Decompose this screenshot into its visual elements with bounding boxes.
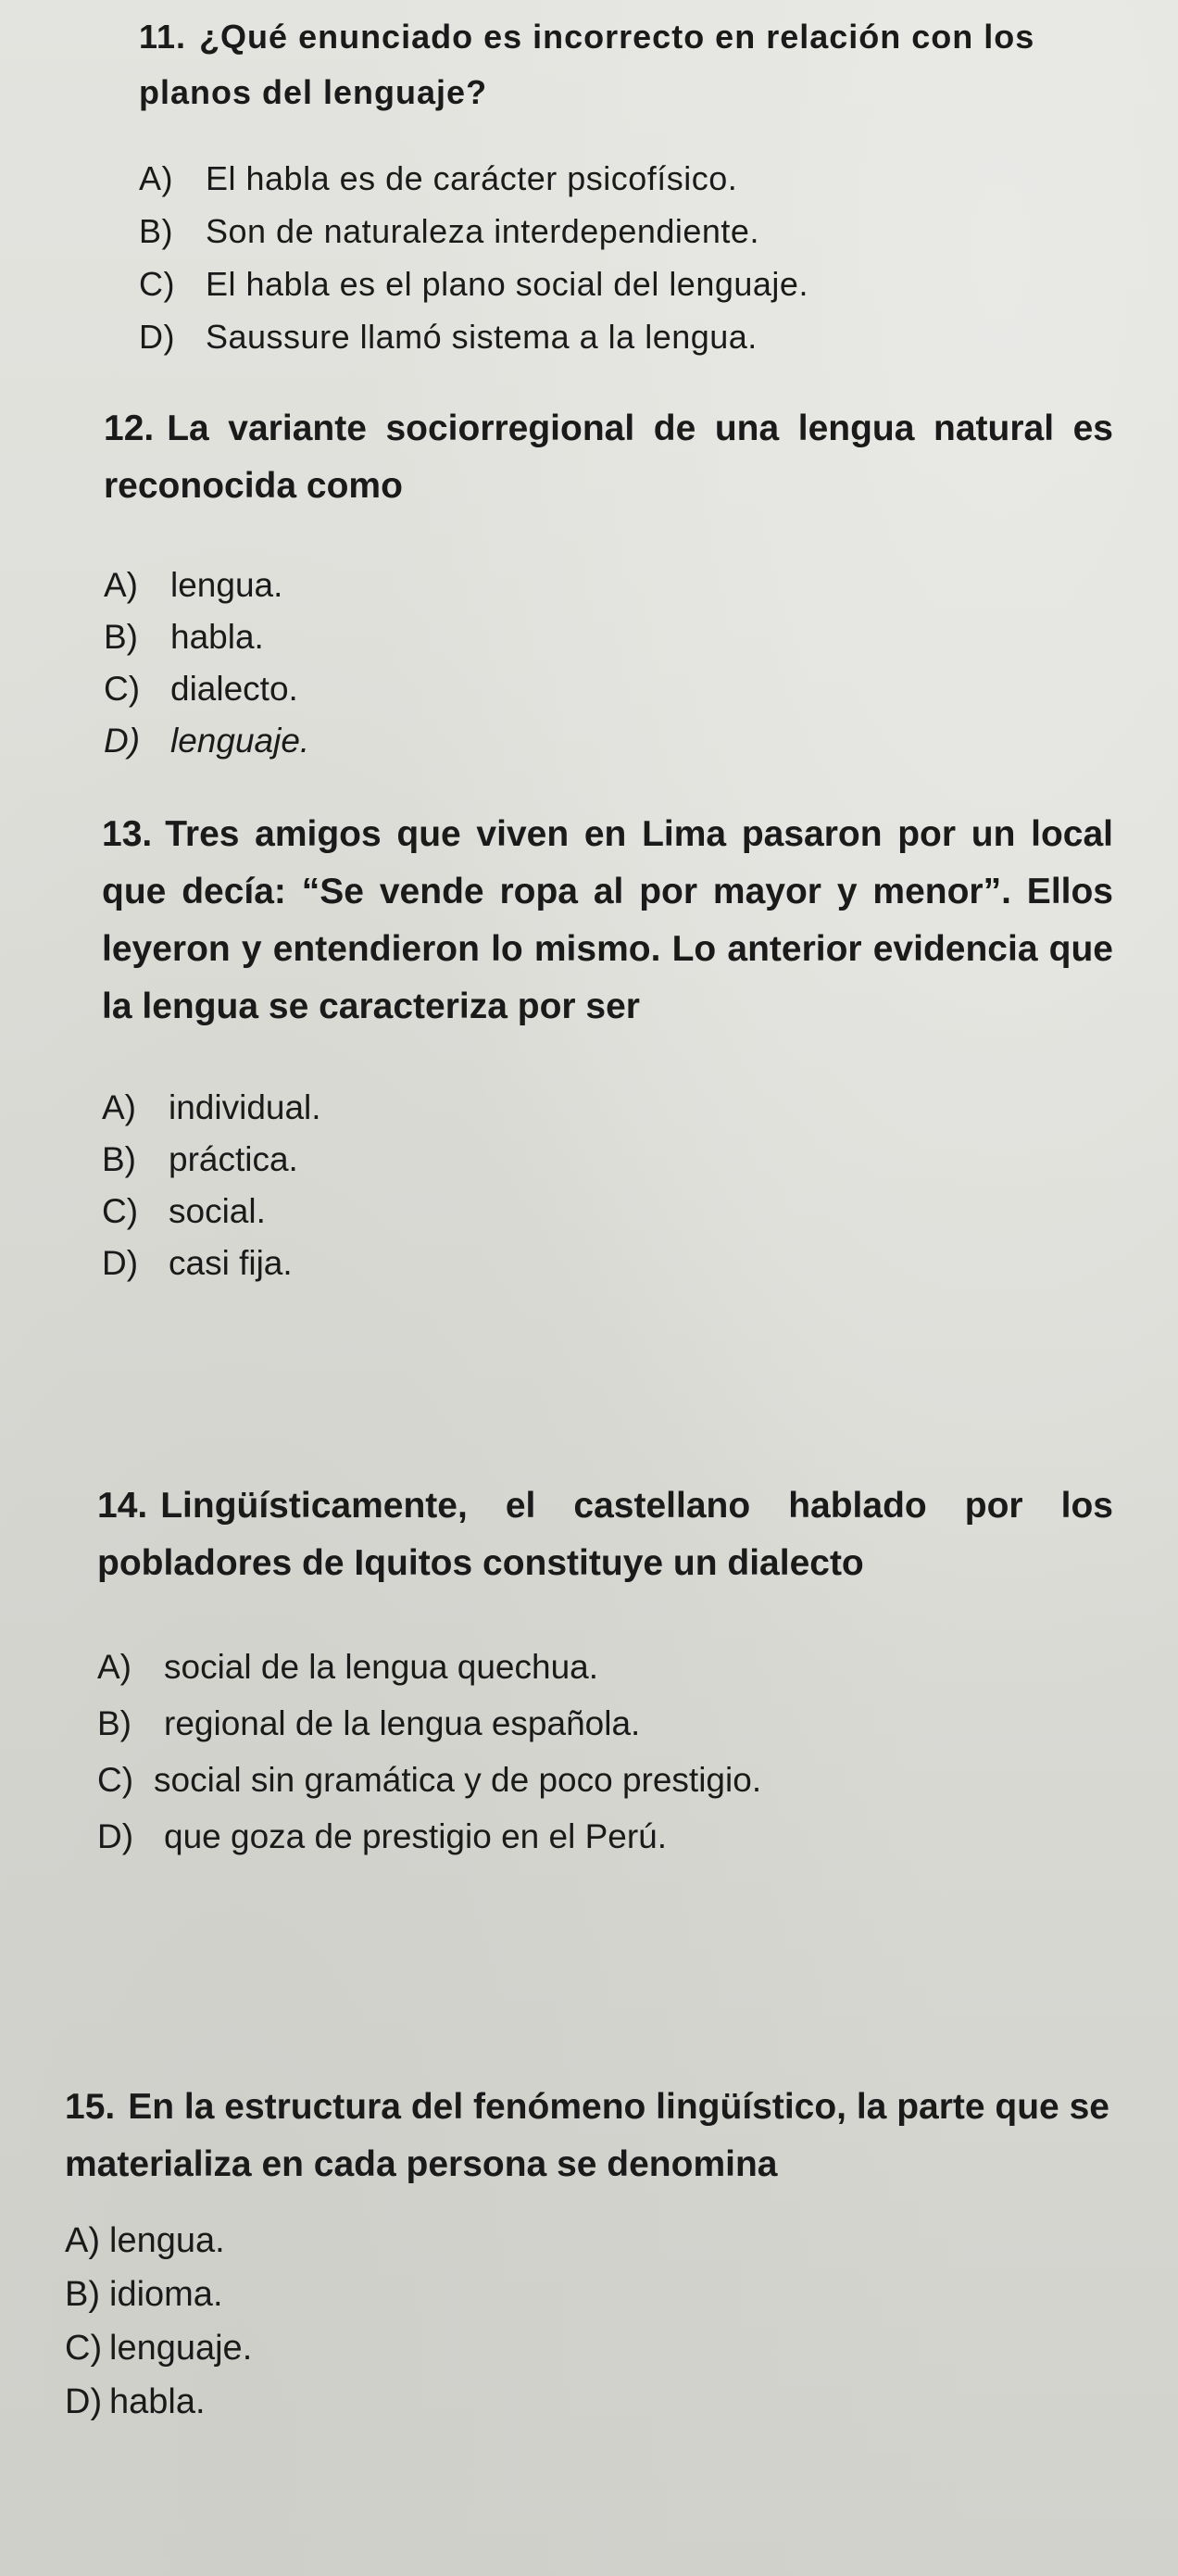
option-text: lengua. [109, 2221, 225, 2260]
option-14-b[interactable] [97, 1695, 1113, 1752]
option-13-a[interactable] [102, 1082, 1113, 1134]
option-11-d[interactable] [139, 310, 1113, 363]
option-letter: D) [139, 318, 175, 356]
option-14-d[interactable] [97, 1808, 1113, 1865]
option-13-c[interactable] [102, 1186, 1113, 1238]
question-13-options [102, 1082, 1113, 1289]
option-text: idioma. [109, 2275, 223, 2314]
question-14-text: Lingüísticamente, el castellano hablado por los pobladores de Iquitos constituye un dialecto [97, 1486, 1113, 1583]
option-11-c[interactable] [139, 258, 1113, 310]
option-letter: A) [97, 1648, 132, 1686]
option-11-a[interactable] [139, 152, 1113, 205]
option-text: individual. [169, 1088, 321, 1126]
option-letter: B) [65, 2275, 100, 2314]
option-12-b[interactable] [104, 611, 1113, 663]
option-text: práctica. [169, 1140, 298, 1178]
option-text: Son de naturaleza interdependiente. [206, 212, 759, 250]
option-15-c[interactable] [65, 2321, 1113, 2375]
option-text: habla. [170, 618, 264, 656]
question-14 [97, 1477, 1113, 1865]
option-13-b[interactable] [102, 1134, 1113, 1186]
option-11-b[interactable] [139, 205, 1113, 258]
option-text: lenguaje. [170, 722, 310, 760]
option-letter: B) [104, 618, 138, 656]
question-12-text: La variante sociorregional de una lengua natural es reconocida como [104, 408, 1113, 506]
question-11-number: 11. [139, 18, 187, 56]
option-12-a[interactable] [104, 559, 1113, 611]
option-letter: B) [97, 1704, 132, 1742]
option-15-b[interactable] [65, 2268, 1113, 2321]
question-13-text: Tres amigos que viven en Lima pasaron por un local que decía: “Se vende ropa al por mayor y menor”. Ellos leyeron y entendieron lo mismo. Lo anterior evidencia que la lengua se caracteriza por ser [102, 814, 1113, 1026]
option-14-c[interactable] [97, 1752, 1113, 1808]
option-letter: C) [102, 1192, 139, 1230]
option-letter: B) [102, 1140, 136, 1178]
option-15-a[interactable] [65, 2214, 1113, 2268]
question-11-options [139, 152, 1113, 363]
option-letter: D) [97, 1817, 134, 1855]
question-15-text: En la estructura del fenómeno lingüístico, la parte que se materializa en cada persona se denomina [65, 2087, 1109, 2184]
question-12-title [104, 400, 1113, 515]
option-text: lenguaje. [109, 2329, 253, 2368]
question-12-number: 12. [104, 408, 155, 448]
question-13 [102, 806, 1113, 1289]
question-13-number: 13. [102, 814, 153, 854]
option-text: dialecto. [170, 670, 298, 708]
option-letter: C) [104, 670, 141, 708]
question-11 [139, 9, 1113, 363]
option-text: El habla es de carácter psicofísico. [206, 159, 738, 197]
option-12-d[interactable] [104, 715, 1113, 767]
question-15-number: 15. [65, 2087, 116, 2127]
question-14-title [97, 1477, 1113, 1592]
option-14-a[interactable] [97, 1639, 1113, 1695]
option-letter: C) [65, 2329, 103, 2368]
option-letter: A) [102, 1088, 136, 1126]
question-14-number: 14. [97, 1486, 148, 1526]
option-text: lengua. [170, 566, 283, 604]
question-13-title [102, 806, 1113, 1036]
option-letter: D) [104, 722, 141, 760]
option-15-d[interactable] [65, 2375, 1113, 2429]
option-text: Saussure llamó sistema a la lengua. [206, 318, 758, 356]
option-text: habla. [109, 2382, 206, 2421]
option-text: que goza de prestigio en el Perú. [164, 1817, 668, 1855]
question-11-title [139, 9, 1113, 120]
question-14-options [97, 1639, 1113, 1865]
question-15-title [65, 2079, 1113, 2193]
option-letter: A) [104, 566, 138, 604]
question-15-options [65, 2214, 1113, 2429]
option-13-d[interactable] [102, 1238, 1113, 1289]
question-12-options [104, 559, 1113, 767]
option-letter: C) [139, 265, 175, 303]
option-letter: C) [97, 1761, 134, 1799]
option-text: social sin gramática y de poco prestigio. [154, 1761, 762, 1799]
option-text: social. [169, 1192, 266, 1230]
option-12-c[interactable] [104, 663, 1113, 715]
option-text: casi fija. [169, 1244, 293, 1282]
option-text: social de la lengua quechua. [164, 1648, 599, 1686]
option-letter: D) [102, 1244, 139, 1282]
option-letter: A) [65, 2221, 100, 2260]
option-text: regional de la lengua española. [164, 1704, 641, 1742]
question-15 [65, 2079, 1113, 2429]
option-letter: B) [139, 212, 173, 250]
option-letter: D) [65, 2382, 103, 2421]
question-11-text: ¿Qué enunciado es incorrecto en relación con los planos del lenguaje? [139, 18, 1035, 111]
option-letter: A) [139, 159, 173, 197]
question-12 [104, 400, 1113, 767]
option-text: El habla es el plano social del lenguaje. [206, 265, 808, 303]
